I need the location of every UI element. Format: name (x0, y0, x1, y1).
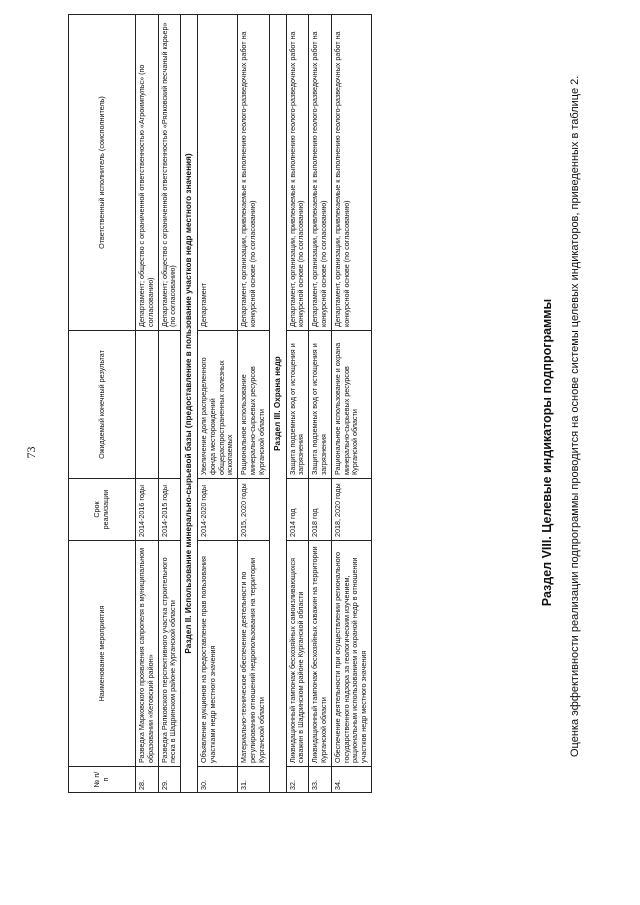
cell-name: Разведка Марковского проявления сапропеля в муниципальном образовании «Кетовский район» (136, 541, 159, 767)
body-paragraph: Оценка эффективности реализации подпрограммы проводится на основе системы целевых индикаторов, приведенных в таблице 2. (569, 75, 581, 757)
header-num: № п/п (69, 767, 136, 793)
cell-name: Объявление аукционов на предоставление прав пользования участками недр местного значения (198, 541, 238, 767)
table-header-row (69, 15, 136, 793)
cell-num: 32. (286, 767, 309, 793)
section-2-title: Раздел II. Использование минерально-сырьевой базы (предоставление в пользование участков недр местного значения) (181, 15, 198, 793)
table-row (238, 15, 269, 793)
cell-num: 33. (309, 767, 332, 793)
section-8-heading: Раздел VIII. Целевые индикаторы подпрограммы (540, 298, 554, 607)
cell-executor: Департамент (198, 15, 238, 331)
cell-term: 2014-2016 годы (136, 479, 159, 541)
cell-name: Материально-техническое обеспечение деятельности по регулированию отношений недропользования на территории Курганской области (238, 541, 269, 767)
cell-executor: Департамент; общество с ограниченной ответственностью «Агроимпульс» (по согласованию) (136, 15, 159, 331)
cell-result: Защита подземных вод от истощения и загрязнения (309, 331, 332, 479)
cell-executor: Департамент, организации, привлекаемые к выполнению геолого-разведочных работ на конкурсной основе (по согласованию) (238, 15, 269, 331)
table-row (198, 15, 238, 793)
cell-term: 2014-2020 годы (198, 479, 238, 541)
cell-result (136, 331, 159, 479)
cell-result: Рациональное использование и охрана минерально-сырьевых ресурсов Курганской области (331, 331, 371, 479)
cell-executor: Департамент; общество с ограниченной ответственностью «Рялковский песчаный карьер» (по согласованию) (158, 15, 181, 331)
cell-executor: Департамент, организации, привлекаемые к выполнению геолого-разведочных работ на конкурсной основе (по согласованию) (309, 15, 332, 331)
cell-name: Разведка Рялковского перспективного участка строительного песка в Шадринском районе Курганской области (158, 541, 181, 767)
cell-num: 34. (331, 767, 371, 793)
table-row (286, 15, 309, 793)
header-executor: Ответственный исполнитель (соисполнитель) (69, 15, 136, 331)
cell-num: 29. (158, 767, 181, 793)
cell-term: 2018 год (309, 479, 332, 541)
header-result: Ожидаемый конечный результат (69, 331, 136, 479)
cell-num: 28. (136, 767, 159, 793)
cell-name: Обеспечение деятельности при осуществлении регионального государственного надзора за геологическим изучением, рациональным использованием и охраной недр в отношении участков недр местного значения (331, 541, 371, 767)
cell-term: 2015, 2020 годы (238, 479, 269, 541)
header-name: Наименование мероприятия (69, 541, 136, 767)
header-term: Срок реализации (69, 479, 136, 541)
cell-result: Защита подземных вод от истощения и загрязнения (286, 331, 309, 479)
cell-num: 31. (238, 767, 269, 793)
cell-result: Рациональное использование минерально-сырьевых ресурсов Курганской области (238, 331, 269, 479)
cell-name: Ликвидационный тампонаж бесхозяйных скважин на территории Курганской области (309, 541, 332, 767)
cell-result: Увеличение доли распределенного фонда месторождений общераспространенных полезных ископаемых (198, 331, 238, 479)
table-row (331, 15, 371, 793)
cell-term: 2014 год (286, 479, 309, 541)
table-row (158, 15, 181, 793)
section-row (269, 15, 286, 793)
cell-executor: Департамент, организации, привлекаемые к выполнению геолого-разведочных работ на конкурсной основе (по согласованию) (286, 15, 309, 331)
cell-term: 2014-2015 годы (158, 479, 181, 541)
cell-num: 30. (198, 767, 238, 793)
table-row (309, 15, 332, 793)
cell-term: 2018, 2020 годы (331, 479, 371, 541)
cell-result (158, 331, 181, 479)
table-row (136, 15, 159, 793)
section-row (181, 15, 198, 793)
cell-executor: Департамент, организации, привлекаемые к выполнению геолого-разведочных работ на конкурсной основе (по согласованию) (331, 15, 371, 331)
section-3-title: Раздел III. Охрана недр (269, 15, 286, 793)
cell-name: Ликвидационный тампонаж бесхозяйных самоизливающихся скважин в Шадринском районе Курганской области (286, 541, 309, 767)
page-number: 73 (24, 446, 38, 459)
measures-table (68, 14, 372, 793)
